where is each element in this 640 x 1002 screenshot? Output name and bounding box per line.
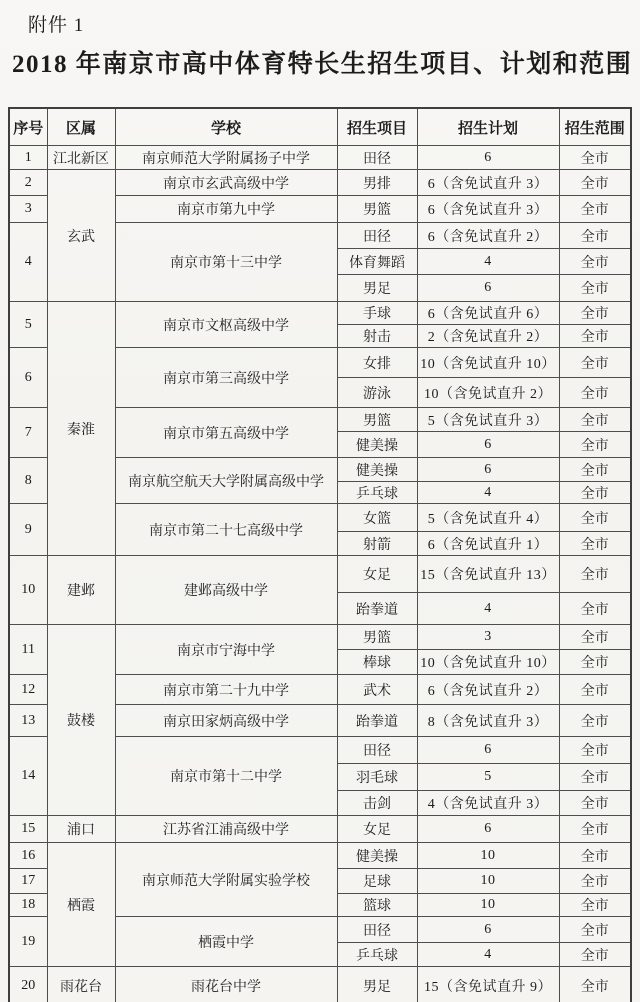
district-cell: 雨花台 — [47, 967, 115, 1002]
item-cell: 女篮 — [337, 504, 417, 532]
plan-cell: 10（含免试直升 10） — [417, 348, 559, 378]
scope-cell: 全市 — [559, 556, 631, 593]
scope-cell: 全市 — [559, 625, 631, 650]
item-cell: 男足 — [337, 275, 417, 302]
item-cell: 武术 — [337, 675, 417, 705]
serial-cell: 4 — [9, 223, 47, 302]
attachment-label: 附件 1 — [28, 15, 85, 36]
serial-cell: 17 — [9, 869, 47, 894]
scope-cell: 全市 — [559, 917, 631, 943]
district-cell: 浦口 — [47, 816, 115, 843]
plan-cell: 5（含免试直升 4） — [417, 504, 559, 532]
serial-cell: 16 — [9, 843, 47, 869]
header-district: 区属 — [47, 108, 115, 146]
scope-cell: 全市 — [559, 348, 631, 378]
serial-cell: 18 — [9, 894, 47, 917]
scope-cell: 全市 — [559, 894, 631, 917]
item-cell: 足球 — [337, 869, 417, 894]
serial-cell: 5 — [9, 302, 47, 348]
school-cell: 南京市第十二中学 — [115, 737, 337, 816]
plan-cell: 15（含免试直升 13） — [417, 556, 559, 593]
table-row — [9, 170, 631, 196]
item-cell: 棒球 — [337, 650, 417, 675]
district-cell: 建邺 — [47, 556, 115, 625]
item-cell: 乒乓球 — [337, 482, 417, 504]
item-cell: 田径 — [337, 917, 417, 943]
item-cell: 男足 — [337, 967, 417, 1002]
scope-cell: 全市 — [559, 532, 631, 556]
table-row — [9, 625, 631, 650]
scope-cell: 全市 — [559, 302, 631, 325]
plan-cell: 5 — [417, 764, 559, 791]
item-cell: 田径 — [337, 223, 417, 249]
plan-cell: 6（含免试直升 2） — [417, 223, 559, 249]
item-cell: 男篮 — [337, 625, 417, 650]
scope-cell: 全市 — [559, 458, 631, 482]
scope-cell: 全市 — [559, 593, 631, 625]
scope-cell: 全市 — [559, 869, 631, 894]
item-cell: 女足 — [337, 556, 417, 593]
serial-cell: 2 — [9, 170, 47, 196]
serial-cell: 10 — [9, 556, 47, 625]
item-cell: 乒乓球 — [337, 943, 417, 967]
item-cell: 射箭 — [337, 532, 417, 556]
school-cell: 南京师范大学附属实验学校 — [115, 843, 337, 917]
scope-cell: 全市 — [559, 275, 631, 302]
serial-cell: 15 — [9, 816, 47, 843]
district-cell: 玄武 — [47, 170, 115, 302]
district-cell: 鼓楼 — [47, 625, 115, 816]
header-plan: 招生计划 — [417, 108, 559, 146]
item-cell: 射击 — [337, 325, 417, 348]
school-cell: 栖霞中学 — [115, 917, 337, 967]
item-cell: 田径 — [337, 737, 417, 764]
header-row — [9, 108, 631, 146]
scope-cell: 全市 — [559, 737, 631, 764]
serial-cell: 20 — [9, 967, 47, 1002]
serial-cell: 9 — [9, 504, 47, 556]
header-scope: 招生范围 — [559, 108, 631, 146]
school-cell: 南京市玄武高级中学 — [115, 170, 337, 196]
scope-cell: 全市 — [559, 223, 631, 249]
serial-cell: 7 — [9, 408, 47, 458]
district-cell: 秦淮 — [47, 302, 115, 556]
plan-cell: 6（含免试直升 2） — [417, 675, 559, 705]
item-cell: 健美操 — [337, 843, 417, 869]
district-cell: 江北新区 — [47, 146, 115, 170]
item-cell: 健美操 — [337, 432, 417, 458]
plan-cell: 6（含免试直升 6） — [417, 302, 559, 325]
table-header — [9, 108, 631, 146]
plan-cell: 10 — [417, 843, 559, 869]
school-cell: 南京市第九中学 — [115, 196, 337, 223]
scope-cell: 全市 — [559, 378, 631, 408]
serial-cell: 8 — [9, 458, 47, 504]
plan-cell: 6（含免试直升 3） — [417, 196, 559, 223]
plan-cell: 8（含免试直升 3） — [417, 705, 559, 737]
scope-cell: 全市 — [559, 705, 631, 737]
table-row — [9, 302, 631, 325]
item-cell: 男篮 — [337, 196, 417, 223]
plan-cell: 6（含免试直升 3） — [417, 170, 559, 196]
plan-cell: 10 — [417, 869, 559, 894]
plan-cell: 6 — [417, 432, 559, 458]
item-cell: 跆拳道 — [337, 593, 417, 625]
scope-cell: 全市 — [559, 146, 631, 170]
table-row — [9, 843, 631, 869]
plan-cell: 4 — [417, 249, 559, 275]
school-cell: 南京航空航天大学附属高级中学 — [115, 458, 337, 504]
district-cell: 栖霞 — [47, 843, 115, 967]
plan-cell: 6 — [417, 816, 559, 843]
scope-cell: 全市 — [559, 249, 631, 275]
enrollment-table — [8, 107, 632, 1002]
page-title: 2018 年南京市高中体育特长生招生项目、计划和范围 — [12, 51, 633, 78]
scope-cell: 全市 — [559, 843, 631, 869]
serial-cell: 13 — [9, 705, 47, 737]
school-cell: 南京市第三高级中学 — [115, 348, 337, 408]
serial-cell: 3 — [9, 196, 47, 223]
plan-cell: 6 — [417, 275, 559, 302]
item-cell: 男排 — [337, 170, 417, 196]
plan-cell: 6 — [417, 146, 559, 170]
scope-cell: 全市 — [559, 504, 631, 532]
school-cell: 南京市文枢高级中学 — [115, 302, 337, 348]
school-cell: 建邺高级中学 — [115, 556, 337, 625]
scope-cell: 全市 — [559, 967, 631, 1002]
table-row — [9, 816, 631, 843]
plan-cell: 6 — [417, 917, 559, 943]
item-cell: 男篮 — [337, 408, 417, 432]
school-cell: 南京市第二十七高级中学 — [115, 504, 337, 556]
school-cell: 南京师范大学附属扬子中学 — [115, 146, 337, 170]
serial-cell: 12 — [9, 675, 47, 705]
scope-cell: 全市 — [559, 791, 631, 816]
plan-cell: 6 — [417, 458, 559, 482]
scope-cell: 全市 — [559, 650, 631, 675]
header-item: 招生项目 — [337, 108, 417, 146]
plan-cell: 4 — [417, 482, 559, 504]
school-cell: 江苏省江浦高级中学 — [115, 816, 337, 843]
scope-cell: 全市 — [559, 408, 631, 432]
scope-cell: 全市 — [559, 675, 631, 705]
scope-cell: 全市 — [559, 432, 631, 458]
item-cell: 田径 — [337, 146, 417, 170]
scope-cell: 全市 — [559, 764, 631, 791]
school-cell: 南京市第五高级中学 — [115, 408, 337, 458]
scope-cell: 全市 — [559, 482, 631, 504]
plan-cell: 4 — [417, 943, 559, 967]
school-cell: 南京田家炳高级中学 — [115, 705, 337, 737]
scope-cell: 全市 — [559, 816, 631, 843]
serial-cell: 14 — [9, 737, 47, 816]
item-cell: 女排 — [337, 348, 417, 378]
plan-cell: 10（含免试直升 2） — [417, 378, 559, 408]
plan-cell: 10 — [417, 894, 559, 917]
plan-cell: 3 — [417, 625, 559, 650]
serial-cell: 19 — [9, 917, 47, 967]
item-cell: 击剑 — [337, 791, 417, 816]
table-body — [9, 146, 631, 1002]
school-cell: 雨花台中学 — [115, 967, 337, 1002]
header-school: 学校 — [115, 108, 337, 146]
plan-cell: 6 — [417, 737, 559, 764]
item-cell: 篮球 — [337, 894, 417, 917]
item-cell: 体育舞蹈 — [337, 249, 417, 275]
serial-cell: 11 — [9, 625, 47, 675]
item-cell: 手球 — [337, 302, 417, 325]
item-cell: 游泳 — [337, 378, 417, 408]
plan-cell: 4（含免试直升 3） — [417, 791, 559, 816]
table-row — [9, 146, 631, 170]
plan-cell: 15（含免试直升 9） — [417, 967, 559, 1002]
table-row — [9, 556, 631, 593]
scope-cell: 全市 — [559, 943, 631, 967]
plan-cell: 10（含免试直升 10） — [417, 650, 559, 675]
table-row — [9, 967, 631, 1002]
school-cell: 南京市宁海中学 — [115, 625, 337, 675]
scope-cell: 全市 — [559, 325, 631, 348]
plan-cell: 4 — [417, 593, 559, 625]
item-cell: 健美操 — [337, 458, 417, 482]
plan-cell: 6（含免试直升 1） — [417, 532, 559, 556]
scope-cell: 全市 — [559, 196, 631, 223]
serial-cell: 1 — [9, 146, 47, 170]
school-cell: 南京市第二十九中学 — [115, 675, 337, 705]
serial-cell: 6 — [9, 348, 47, 408]
scope-cell: 全市 — [559, 170, 631, 196]
plan-cell: 2（含免试直升 2） — [417, 325, 559, 348]
header-serial: 序号 — [9, 108, 47, 146]
item-cell: 跆拳道 — [337, 705, 417, 737]
school-cell: 南京市第十三中学 — [115, 223, 337, 302]
item-cell: 女足 — [337, 816, 417, 843]
plan-cell: 5（含免试直升 3） — [417, 408, 559, 432]
item-cell: 羽毛球 — [337, 764, 417, 791]
